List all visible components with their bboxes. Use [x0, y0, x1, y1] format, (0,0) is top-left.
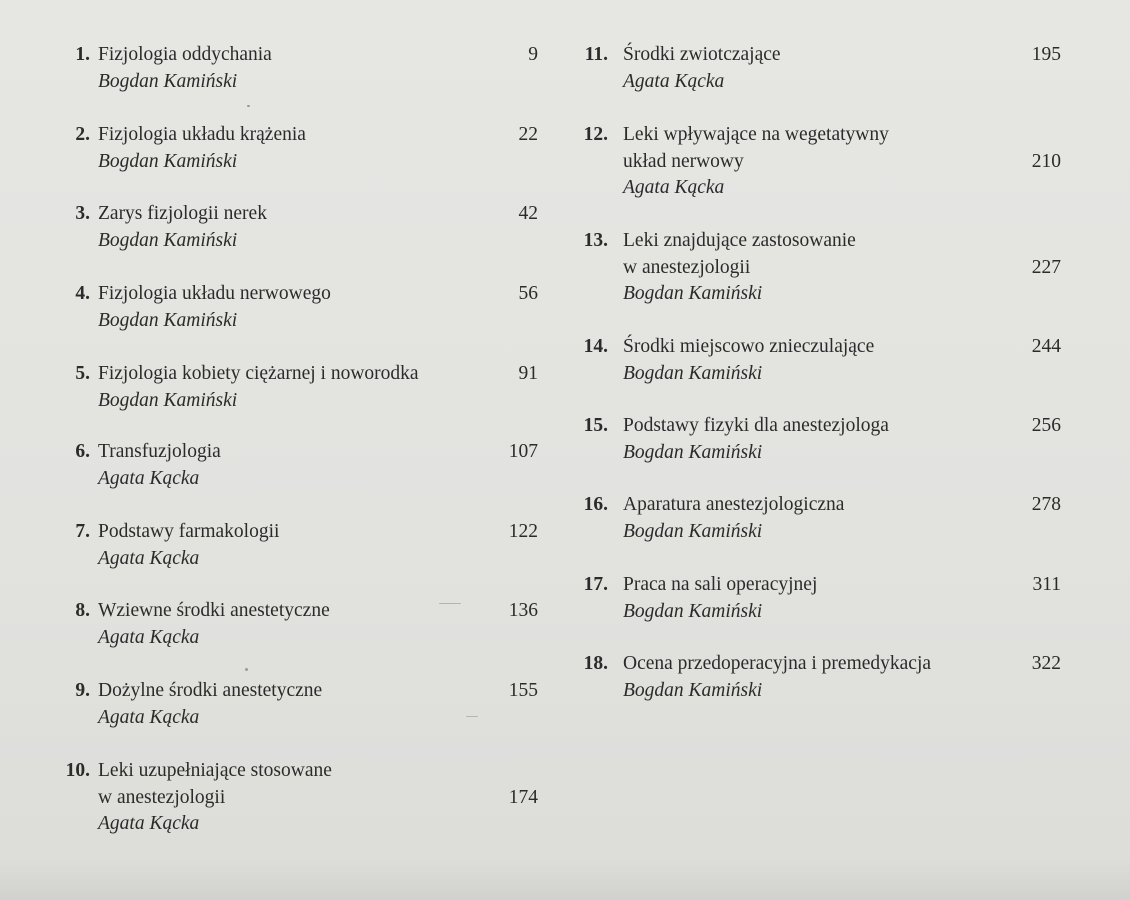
- chapter-number: 2.: [75, 124, 90, 145]
- page-number: 210: [1031, 150, 1061, 172]
- chapter-author: Agata Kącka: [98, 706, 200, 728]
- chapter-title: Fizjologia oddychania: [98, 44, 272, 65]
- page-bottom-shade: [0, 860, 1130, 900]
- chapter-author: Bogdan Kamiński: [98, 309, 238, 331]
- chapter-number: 11.: [584, 44, 608, 65]
- toc-entry: [60, 42, 550, 95]
- page-number: 155: [508, 680, 538, 701]
- toc-entry: [578, 651, 1068, 704]
- chapter-author: Bogdan Kamiński: [98, 389, 238, 411]
- chapter-author: Agata Kącka: [98, 467, 200, 489]
- chapter-author: Bogdan Kamiński: [98, 229, 238, 251]
- toc-entry: [578, 413, 1068, 466]
- page-number: 122: [508, 521, 538, 542]
- page-number: 256: [1031, 415, 1061, 436]
- page-number: 195: [1031, 44, 1061, 65]
- chapter-number: 5.: [75, 363, 90, 384]
- page-number: 227: [1031, 256, 1061, 278]
- toc-entry: [60, 201, 550, 254]
- page-number: 322: [1031, 653, 1061, 674]
- chapter-title: Leki znajdujące zastosowanie: [623, 230, 856, 251]
- chapter-title: Ocena przedoperacyjna i premedykacja: [623, 653, 932, 674]
- chapter-title: Praca na sali operacyjnej: [623, 574, 818, 595]
- chapter-title: Fizjologia układu krążenia: [98, 124, 306, 145]
- chapter-author: Agata Kącka: [98, 547, 200, 569]
- chapter-title: Zarys fizjologii nerek: [98, 203, 267, 224]
- chapter-title: Wziewne środki anestetyczne: [98, 600, 330, 621]
- chapter-number: 8.: [75, 600, 90, 621]
- page-number: 311: [1032, 574, 1061, 595]
- chapter-title: w anestezjologii: [623, 256, 751, 278]
- toc-entry: [60, 598, 550, 651]
- chapter-author: Bogdan Kamiński: [623, 520, 763, 542]
- toc-entry: [578, 42, 1068, 95]
- chapter-number: 4.: [75, 283, 90, 304]
- page-number: 22: [518, 124, 538, 145]
- chapter-title: Leki uzupełniające stosowane: [98, 760, 332, 781]
- chapter-author: Agata Kącka: [98, 626, 200, 648]
- toc-entry: [578, 228, 1068, 308]
- chapter-author: Bogdan Kamiński: [623, 679, 763, 701]
- chapter-number: 9.: [75, 680, 90, 701]
- toc-entry: [578, 122, 1068, 202]
- paper-speck: [466, 716, 478, 717]
- chapter-number: 16.: [583, 494, 608, 515]
- chapter-title: Środki miejscowo znieczulające: [623, 336, 875, 357]
- toc-entry: [60, 281, 550, 334]
- chapter-number: 12.: [583, 124, 608, 145]
- toc-entry: [60, 361, 550, 414]
- chapter-number: 15.: [583, 415, 608, 436]
- chapter-title: Leki wpływające na wegetatywny: [623, 124, 889, 145]
- chapter-number: 18.: [583, 653, 608, 674]
- chapter-author: Agata Kącka: [623, 70, 725, 92]
- chapter-number: 7.: [75, 521, 90, 542]
- chapter-author: Bogdan Kamiński: [98, 150, 238, 172]
- page-number: 56: [518, 283, 538, 304]
- chapter-number: 14.: [583, 336, 608, 357]
- toc-entry: [578, 334, 1068, 387]
- page-number: 244: [1031, 336, 1061, 357]
- page-number: 278: [1031, 494, 1061, 515]
- chapter-title: Aparatura anestezjologiczna: [623, 494, 845, 515]
- paper-speck: [247, 105, 250, 107]
- chapter-author: Bogdan Kamiński: [98, 70, 238, 92]
- toc-entry: [60, 439, 550, 492]
- chapter-title: Fizjologia układu nerwowego: [98, 283, 331, 304]
- toc-entry: [578, 572, 1068, 625]
- chapter-author: Bogdan Kamiński: [623, 362, 763, 384]
- chapter-author: Bogdan Kamiński: [623, 600, 763, 622]
- chapter-title: Transfuzjologia: [98, 441, 221, 462]
- page-number: 9: [528, 44, 538, 65]
- chapter-number: 1.: [75, 44, 90, 65]
- toc-entry: [578, 492, 1068, 545]
- page-number: 174: [508, 786, 538, 808]
- toc-entry: [60, 758, 550, 838]
- chapter-number: 13.: [583, 230, 608, 251]
- chapter-title: Fizjologia kobiety ciężarnej i noworodka: [98, 363, 419, 384]
- chapter-title: w anestezjologii: [98, 786, 226, 808]
- toc-entry: [60, 519, 550, 572]
- page-number: 107: [508, 441, 538, 462]
- page-number: 42: [518, 203, 538, 224]
- chapter-title: Podstawy fizyki dla anestezjologa: [623, 415, 889, 436]
- chapter-number: 17.: [583, 574, 608, 595]
- paper-speck: [245, 668, 248, 671]
- page-number: 136: [508, 600, 538, 621]
- chapter-number: 3.: [75, 203, 90, 224]
- chapter-number: 6.: [75, 441, 90, 462]
- toc-entry: [60, 122, 550, 175]
- chapter-title: Podstawy farmakologii: [98, 521, 280, 542]
- chapter-author: Agata Kącka: [623, 177, 725, 198]
- chapter-title: Dożylne środki anestetyczne: [98, 680, 323, 701]
- chapter-author: Agata Kącka: [98, 813, 200, 834]
- chapter-number: 10.: [65, 760, 90, 781]
- paper-speck: [439, 603, 461, 604]
- toc-entry: [60, 678, 550, 731]
- chapter-title: Środki zwiotczające: [623, 44, 781, 65]
- chapter-author: Bogdan Kamiński: [623, 441, 763, 463]
- chapter-author: Bogdan Kamiński: [623, 283, 763, 304]
- chapter-title: układ nerwowy: [623, 150, 744, 172]
- page-number: 91: [518, 363, 538, 384]
